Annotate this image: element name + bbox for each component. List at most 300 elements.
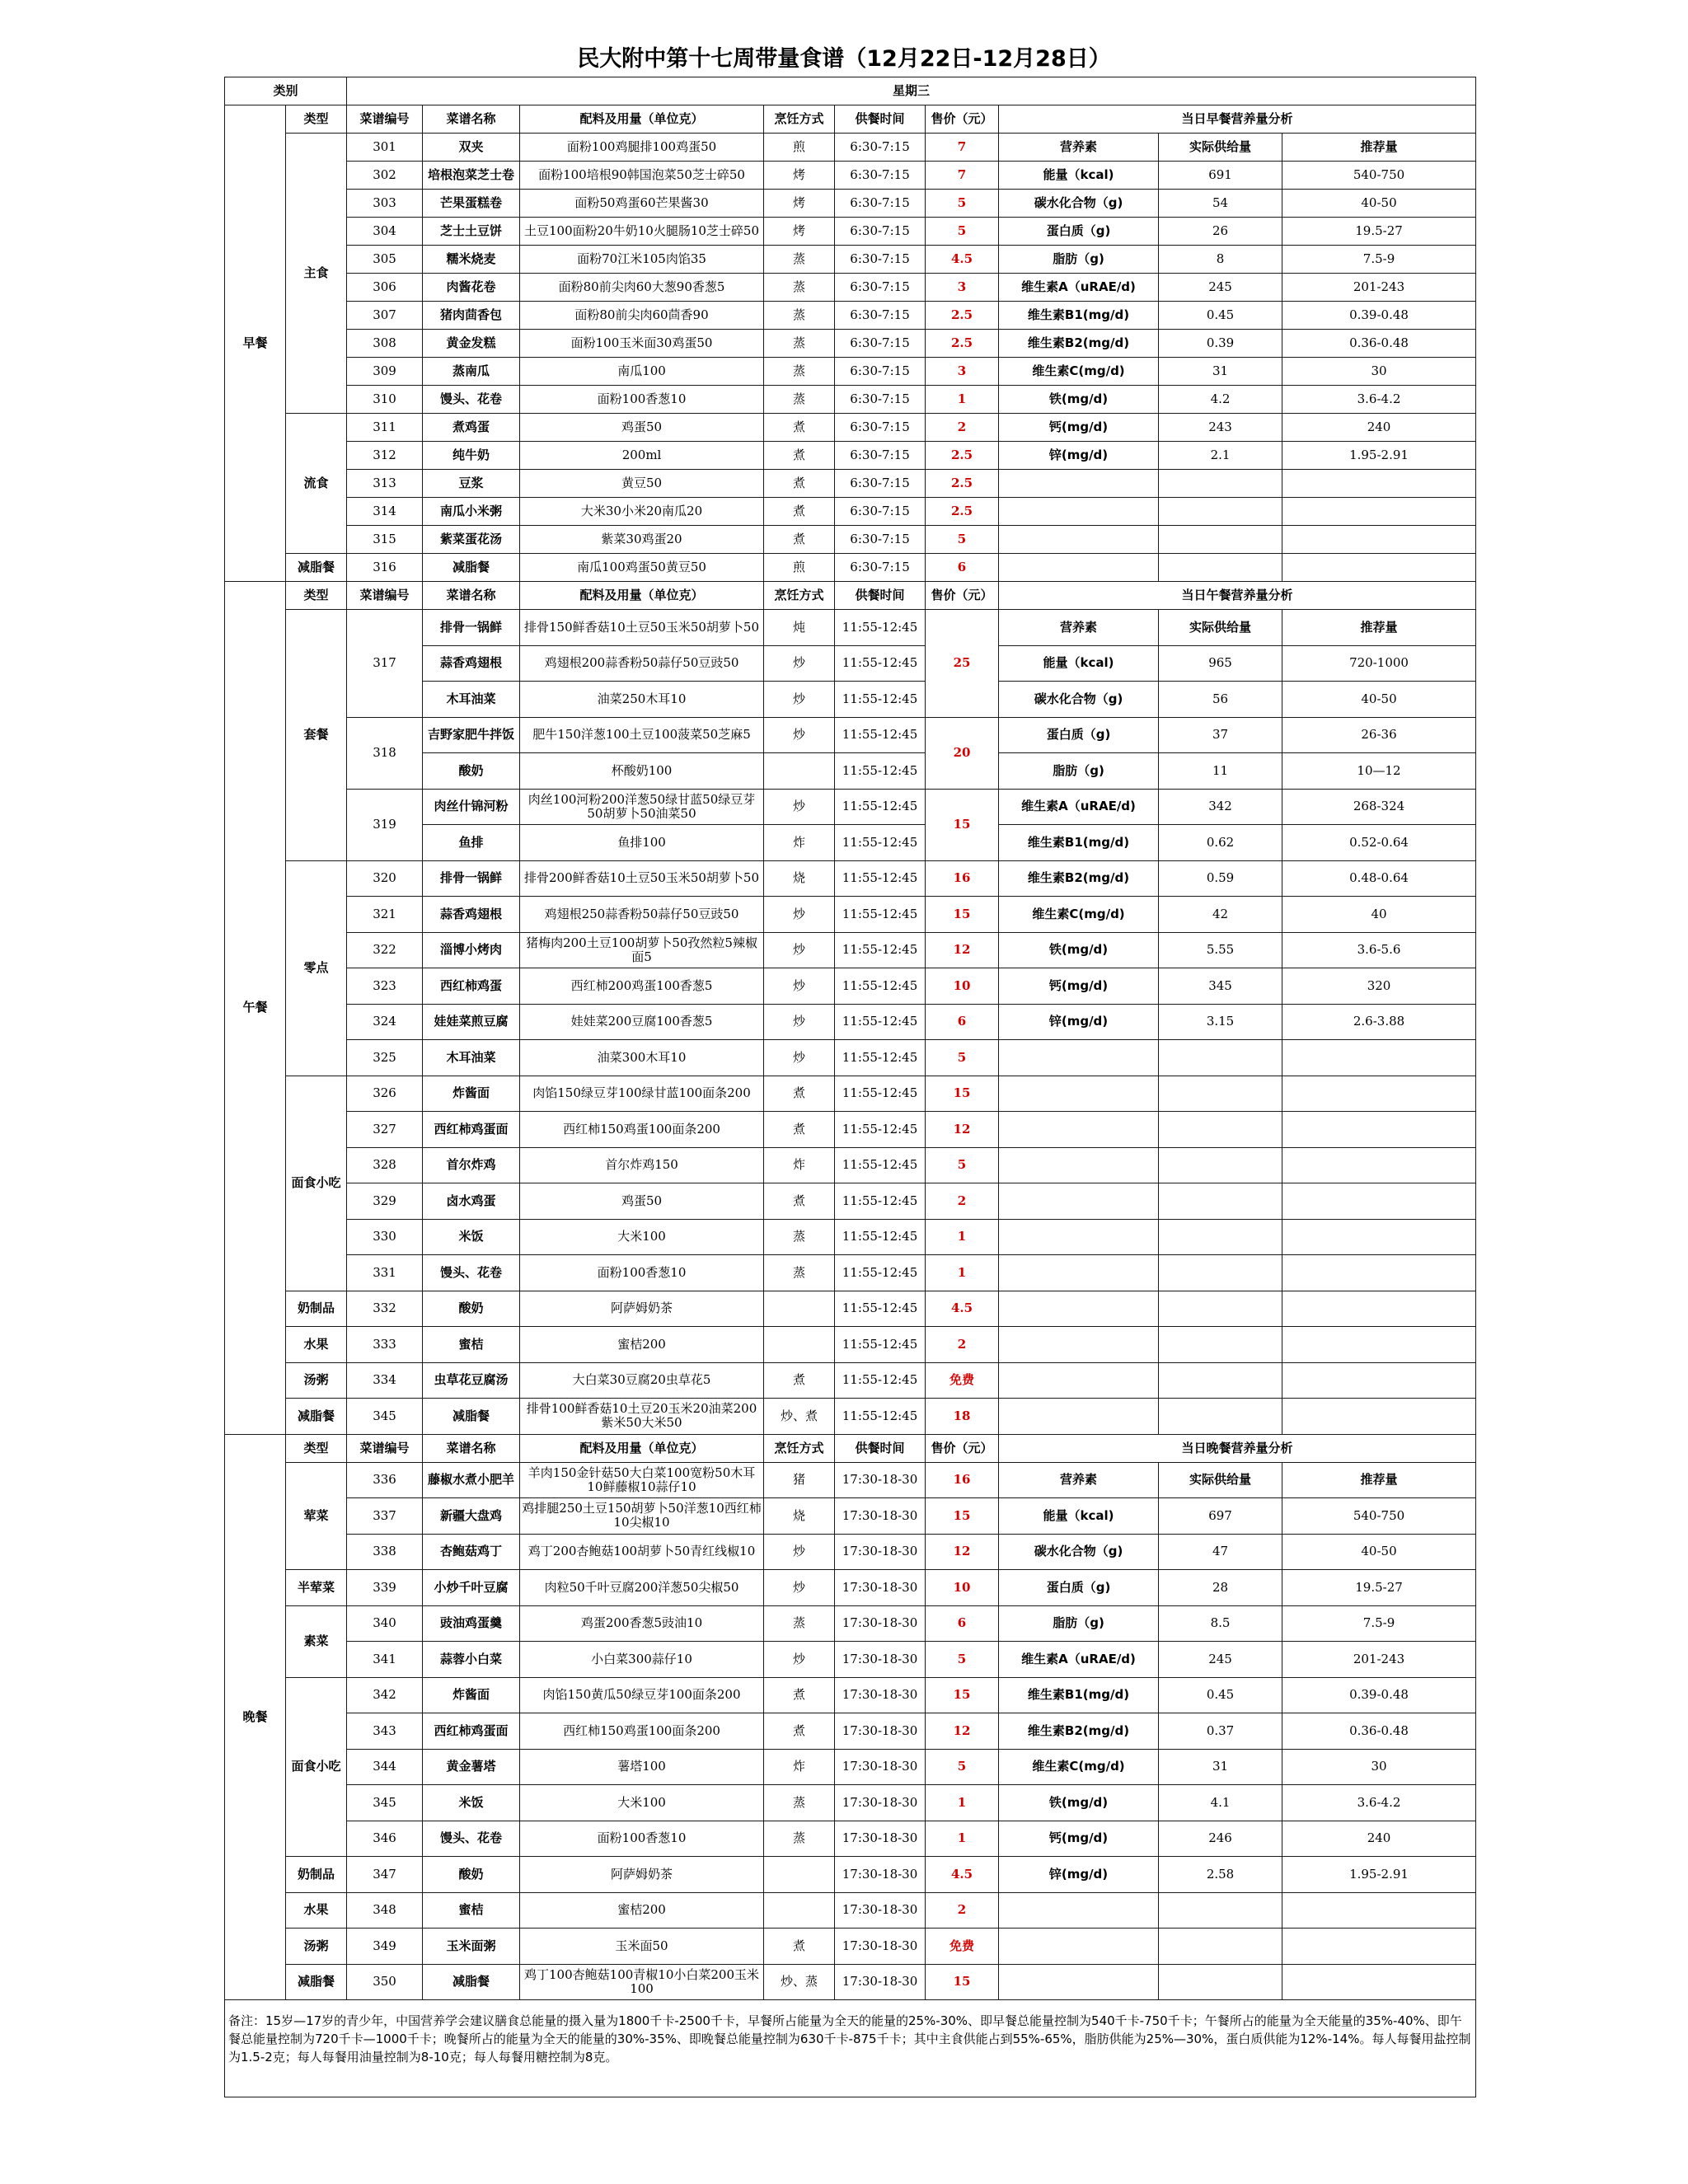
nutrient-name: 锌(mg/d) [999,1004,1159,1040]
empty-cell [999,1399,1159,1435]
table-row [225,1857,1476,1893]
dish-code: 310 [347,386,423,414]
dish-method: 蒸 [764,1785,835,1821]
dish-ingredients: 西红柿150鸡蛋100面条200 [520,1713,764,1750]
table-row [225,442,1476,470]
nutrient-name: 维生素B1(mg/d) [999,825,1159,861]
dish-method: 烤 [764,218,835,246]
dish-name: 酸奶 [423,1857,520,1893]
dish-name: 西红柿鸡蛋面 [423,1112,520,1148]
dish-name: 木耳油菜 [423,1040,520,1076]
empty-cell [1159,1219,1282,1255]
empty-cell [1159,1929,1282,1965]
dish-name: 豆浆 [423,470,520,498]
meal-label: 午餐 [225,582,286,1435]
dish-method: 煮 [764,1112,835,1148]
nutrient-actual: 8.5 [1159,1605,1282,1642]
dish-ingredients: 鸡蛋200香葱5豉油10 [520,1605,764,1642]
dish-code: 314 [347,498,423,526]
dish-ingredients: 面粉100香葱10 [520,1821,764,1857]
dish-code: 302 [347,162,423,190]
dish-name: 南瓜小米粥 [423,498,520,526]
dish-code: 316 [347,554,423,582]
dish-ingredients: 杯酸奶100 [520,753,764,790]
dish-method: 炒 [764,968,835,1005]
empty-cell [999,1255,1159,1291]
dish-method [764,1291,835,1327]
empty-cell [1282,1892,1476,1929]
empty-cell [1282,1112,1476,1148]
dish-method: 烧 [764,860,835,897]
nutrient-actual: 345 [1159,968,1282,1005]
empty-cell [1159,1327,1282,1363]
dish-time: 6:30-7:15 [835,358,926,386]
nutrient-recommended: 30 [1282,358,1476,386]
dish-price: 免费 [926,1929,999,1965]
analysis-title: 当日晚餐营养量分析 [999,1434,1476,1462]
type-label: 流食 [286,414,347,554]
dish-price: 5 [926,190,999,218]
nutrient-actual: 42 [1159,897,1282,933]
dish-name: 娃娃菜煎豆腐 [423,1004,520,1040]
dish-ingredients: 黄豆50 [520,470,764,498]
dish-code: 350 [347,1964,423,2000]
dish-price: 15 [926,789,999,860]
empty-cell [1282,1183,1476,1220]
dish-ingredients: 肥牛150洋葱100土豆100菠菜50芝麻5 [520,717,764,753]
nutrient-actual: 0.37 [1159,1713,1282,1750]
empty-cell [1159,1183,1282,1220]
dish-name: 蒜香鸡翅根 [423,897,520,933]
dish-time: 11:55-12:45 [835,897,926,933]
dish-price: 2 [926,414,999,442]
dish-time: 17:30-18-30 [835,1785,926,1821]
nutrient-recommended: 540-750 [1282,162,1476,190]
dish-method: 蒸 [764,1605,835,1642]
dish-name: 肉酱花卷 [423,274,520,302]
nutrient-actual: 47 [1159,1534,1282,1570]
nutrient-recommended: 26-36 [1282,717,1476,753]
dish-code: 346 [347,1821,423,1857]
empty-cell [1282,1929,1476,1965]
dish-name: 米饭 [423,1785,520,1821]
dish-code: 322 [347,932,423,968]
dish-method: 蒸 [764,1821,835,1857]
type-label: 素菜 [286,1605,347,1677]
dish-time: 6:30-7:15 [835,442,926,470]
dish-ingredients: 面粉80前尖肉60茴香90 [520,302,764,330]
code-header: 菜谱编号 [347,1434,423,1462]
dish-time: 11:55-12:45 [835,1219,926,1255]
time-header: 供餐时间 [835,105,926,134]
nutrient-name: 维生素A（uRAE/d) [999,274,1159,302]
dish-name: 排骨一锅鲜 [423,610,520,646]
nutrient-recommended: 201-243 [1282,1642,1476,1678]
table-row [225,1004,1476,1040]
dish-time: 6:30-7:15 [835,386,926,414]
empty-cell [999,1327,1159,1363]
dish-method: 炒 [764,717,835,753]
dish-time: 17:30-18-30 [835,1677,926,1713]
table-row [225,717,1476,753]
nutrient-recommended: 201-243 [1282,274,1476,302]
empty-cell [1282,1291,1476,1327]
dish-method [764,753,835,790]
dish-name: 肉丝什锦河粉 [423,789,520,825]
dish-name: 吉野家肥牛拌饭 [423,717,520,753]
empty-cell [1282,1076,1476,1112]
table-row [225,1498,1476,1535]
nutrient-recommended: 540-750 [1282,1498,1476,1535]
dish-name: 黄金薯塔 [423,1749,520,1785]
method-header: 烹饪方式 [764,105,835,134]
dish-code: 340 [347,1605,423,1642]
dish-method: 煮 [764,498,835,526]
dish-time: 6:30-7:15 [835,470,926,498]
nutrient-actual: 54 [1159,190,1282,218]
dish-ingredients: 紫菜30鸡蛋20 [520,526,764,554]
type-label: 主食 [286,134,347,414]
nutrient-name: 维生素C(mg/d) [999,897,1159,933]
empty-cell [1282,1255,1476,1291]
type-label: 汤粥 [286,1362,347,1399]
nutrient-name: 锌(mg/d) [999,442,1159,470]
nutrient-actual: 0.59 [1159,860,1282,897]
dish-ingredients: 大米30小米20南瓜20 [520,498,764,526]
table-row [225,246,1476,274]
nutrient-actual: 246 [1159,1821,1282,1857]
dish-method [764,1857,835,1893]
nutrient-recommended: 268-324 [1282,789,1476,825]
dish-price: 20 [926,717,999,789]
nutrient-name: 铁(mg/d) [999,1785,1159,1821]
dish-name: 玉米面粥 [423,1929,520,1965]
dish-price: 7 [926,134,999,162]
dish-price: 5 [926,1749,999,1785]
empty-cell [1159,1076,1282,1112]
table-row [225,554,1476,582]
dish-name: 炸酱面 [423,1677,520,1713]
dish-time: 17:30-18-30 [835,1892,926,1929]
dish-time: 11:55-12:45 [835,1040,926,1076]
dish-ingredients: 排骨200鲜香菇10土豆50玉米50胡萝卜50 [520,860,764,897]
dish-code: 320 [347,860,423,897]
type-label: 水果 [286,1327,347,1363]
dish-name: 培根泡菜芝士卷 [423,162,520,190]
nutrient-name: 脂肪（g) [999,753,1159,790]
dish-time: 17:30-18-30 [835,1534,926,1570]
dish-code: 341 [347,1642,423,1678]
dish-method: 炒 [764,682,835,718]
dish-price: 2.5 [926,442,999,470]
nutrient-recommended: 0.36-0.48 [1282,1713,1476,1750]
nutrient-name: 碳水化合物（g) [999,1534,1159,1570]
dish-name: 蒸南瓜 [423,358,520,386]
dish-time: 11:55-12:45 [835,860,926,897]
ingredients-header: 配料及用量（单位克） [520,105,764,134]
dish-name: 蜜桔 [423,1327,520,1363]
table-row [225,330,1476,358]
dish-name: 西红柿鸡蛋 [423,968,520,1005]
dish-ingredients: 面粉100香葱10 [520,386,764,414]
nutrient-name: 能量（kcal) [999,1498,1159,1535]
dish-time: 6:30-7:15 [835,134,926,162]
dish-method [764,1327,835,1363]
dish-code: 325 [347,1040,423,1076]
dish-method: 炸 [764,1147,835,1183]
dish-price: 2.5 [926,330,999,358]
table-row [225,1821,1476,1857]
dish-name: 纯牛奶 [423,442,520,470]
table-row [225,932,1476,968]
nutrient-name: 维生素B2(mg/d) [999,330,1159,358]
empty-cell [999,1112,1159,1148]
empty-cell [999,1183,1159,1220]
dish-price: 15 [926,1498,999,1535]
nutrient-name: 钙(mg/d) [999,1821,1159,1857]
empty-cell [1159,1399,1282,1435]
dish-price: 2.5 [926,302,999,330]
table-row [225,1749,1476,1785]
analysis-title: 当日午餐营养量分析 [999,582,1476,610]
nutrient-actual: 4.2 [1159,386,1282,414]
dish-name: 煮鸡蛋 [423,414,520,442]
table-row [225,190,1476,218]
table-row [225,134,1476,162]
nutrient-name: 锌(mg/d) [999,1857,1159,1893]
dish-method: 炒、蒸 [764,1964,835,2000]
dish-ingredients: 南瓜100鸡蛋50黄豆50 [520,554,764,582]
table-row [225,610,1476,646]
empty-cell [1159,1964,1282,2000]
dish-name: 炸酱面 [423,1076,520,1112]
time-header: 供餐时间 [835,1434,926,1462]
nutrient-recommended: 40-50 [1282,190,1476,218]
recommended-header: 推荐量 [1282,610,1476,646]
dish-time: 11:55-12:45 [835,1112,926,1148]
dish-ingredients: 面粉100香葱10 [520,1255,764,1291]
actual-header: 实际供给量 [1159,610,1282,646]
dish-ingredients: 200ml [520,442,764,470]
dish-ingredients: 娃娃菜200豆腐100香葱5 [520,1004,764,1040]
dish-price: 免费 [926,1362,999,1399]
dish-ingredients: 面粉100玉米面30鸡蛋50 [520,330,764,358]
table-row [225,1570,1476,1606]
dish-time: 11:55-12:45 [835,1183,926,1220]
table-row [225,1362,1476,1399]
dish-ingredients: 鸡翅根200蒜香粉50蒜仔50豆豉50 [520,645,764,682]
empty-cell [999,470,1159,498]
dish-name: 新疆大盘鸡 [423,1498,520,1535]
ingredients-header: 配料及用量（单位克） [520,582,764,610]
dish-method: 猪 [764,1462,835,1498]
empty-cell [1159,1291,1282,1327]
dish-time: 17:30-18-30 [835,1749,926,1785]
empty-cell [1282,1040,1476,1076]
table-row [225,860,1476,897]
dish-code: 321 [347,897,423,933]
empty-cell [1159,1892,1282,1929]
nutrient-name: 维生素B2(mg/d) [999,860,1159,897]
dish-ingredients: 鱼排100 [520,825,764,861]
dish-ingredients: 大白菜30豆腐20虫草花5 [520,1362,764,1399]
nutrient-recommended: 1.95-2.91 [1282,442,1476,470]
nutrient-recommended: 240 [1282,414,1476,442]
type-label: 面食小吃 [286,1677,347,1857]
table-row [225,77,1476,105]
dish-code: 324 [347,1004,423,1040]
dish-method: 烤 [764,190,835,218]
dish-ingredients: 排骨150鲜香菇10土豆50玉米50胡萝卜50 [520,610,764,646]
nutrient-recommended: 720-1000 [1282,645,1476,682]
nutrient-recommended: 40 [1282,897,1476,933]
day-header: 星期三 [347,77,1476,105]
dish-ingredients: 面粉100鸡腿排100鸡蛋50 [520,134,764,162]
dish-time: 17:30-18-30 [835,1857,926,1893]
empty-cell [1282,526,1476,554]
price-header: 售价（元） [926,582,999,610]
dish-method: 蒸 [764,1219,835,1255]
dish-method: 煮 [764,470,835,498]
nutrient-actual: 0.45 [1159,302,1282,330]
nutrient-name: 蛋白质（g) [999,1570,1159,1606]
dish-price: 5 [926,1642,999,1678]
dish-time: 17:30-18-30 [835,1713,926,1750]
dish-ingredients: 肉馅150黄瓜50绿豆芽100面条200 [520,1677,764,1713]
dish-price: 2.5 [926,470,999,498]
dish-name: 虫草花豆腐汤 [423,1362,520,1399]
dish-name: 杏鲍菇鸡丁 [423,1534,520,1570]
empty-cell [999,554,1159,582]
dish-code: 319 [347,789,423,860]
actual-header: 实际供给量 [1159,134,1282,162]
table-row [225,498,1476,526]
dish-name: 排骨一锅鲜 [423,860,520,897]
nutrient-recommended: 30 [1282,1749,1476,1785]
dish-method: 蒸 [764,358,835,386]
table-row [225,968,1476,1005]
dish-method [764,1892,835,1929]
nutrient-actual: 11 [1159,753,1282,790]
nutrient-actual: 31 [1159,1749,1282,1785]
nutrient-actual: 697 [1159,1498,1282,1535]
table-row [225,1219,1476,1255]
nutrient-actual: 56 [1159,682,1282,718]
dish-method: 蒸 [764,386,835,414]
meal-label: 早餐 [225,105,286,582]
empty-cell [1159,526,1282,554]
table-row [225,1462,1476,1498]
empty-cell [1159,498,1282,526]
dish-price: 12 [926,1713,999,1750]
dish-ingredients: 鸡蛋50 [520,414,764,442]
dish-time: 6:30-7:15 [835,274,926,302]
dish-price: 7 [926,162,999,190]
empty-cell [1282,1964,1476,2000]
empty-cell [999,1929,1159,1965]
nutrient-recommended: 7.5-9 [1282,1605,1476,1642]
nutrient-name: 维生素B1(mg/d) [999,1677,1159,1713]
nutrient-actual: 243 [1159,414,1282,442]
nutrient-recommended: 3.6-5.6 [1282,932,1476,968]
dish-price: 6 [926,1605,999,1642]
dish-name: 双夹 [423,134,520,162]
dish-method: 煮 [764,526,835,554]
nutrient-header: 营养素 [999,1462,1159,1498]
dish-name: 芒果蛋糕卷 [423,190,520,218]
dish-price: 25 [926,610,999,718]
table-row [225,1892,1476,1929]
empty-cell [1282,470,1476,498]
nutrient-recommended: 40-50 [1282,1534,1476,1570]
dish-code: 338 [347,1534,423,1570]
empty-cell [999,1076,1159,1112]
dish-method: 炒 [764,1534,835,1570]
dish-price: 2 [926,1183,999,1220]
dish-ingredients: 蜜桔200 [520,1327,764,1363]
empty-cell [1159,470,1282,498]
table-row [225,302,1476,330]
dish-ingredients: 薯塔100 [520,1749,764,1785]
dish-code: 345 [347,1399,423,1435]
nutrient-actual: 28 [1159,1570,1282,1606]
dish-method: 炸 [764,825,835,861]
empty-cell [1282,1362,1476,1399]
empty-cell [1159,1040,1282,1076]
dish-ingredients: 面粉70江米105肉馅35 [520,246,764,274]
dish-method: 煮 [764,414,835,442]
empty-cell [1282,1327,1476,1363]
dish-code: 327 [347,1112,423,1148]
dish-method: 烤 [764,162,835,190]
table-row [225,1183,1476,1220]
actual-header: 实际供给量 [1159,1462,1282,1498]
nutrient-name: 蛋白质（g) [999,218,1159,246]
dish-ingredients: 羊肉150金针菇50大白菜100宽粉50木耳10鲜藤椒10蒜仔10 [520,1462,764,1498]
type-label: 荤菜 [286,1462,347,1570]
dish-time: 6:30-7:15 [835,246,926,274]
empty-cell [999,1362,1159,1399]
dish-price: 5 [926,1040,999,1076]
nutrient-name: 维生素B2(mg/d) [999,1713,1159,1750]
dish-code: 317 [347,610,423,718]
dish-price: 10 [926,968,999,1005]
dish-time: 11:55-12:45 [835,1076,926,1112]
dish-ingredients: 鸡丁100杏鲍菇100青椒10小白菜200玉米100 [520,1964,764,2000]
type-label: 减脂餐 [286,554,347,582]
dish-ingredients: 鸡翅根250蒜香粉50蒜仔50豆豉50 [520,897,764,933]
dish-ingredients: 鸡排腿250土豆150胡萝卜50洋葱10西红柿10尖椒10 [520,1498,764,1535]
dish-price: 3 [926,274,999,302]
dish-code: 305 [347,246,423,274]
dish-price: 12 [926,932,999,968]
dish-name: 蒜香鸡翅根 [423,645,520,682]
dish-price: 15 [926,1076,999,1112]
nutrient-name: 脂肪（g) [999,246,1159,274]
table-row [225,582,1476,610]
dish-time: 11:55-12:45 [835,1147,926,1183]
table-row [225,358,1476,386]
dish-price: 6 [926,554,999,582]
nutrient-header: 营养素 [999,610,1159,646]
table-row [225,1605,1476,1642]
dish-price: 15 [926,1964,999,2000]
table-row [225,897,1476,933]
dish-code: 345 [347,1785,423,1821]
nutrient-actual: 0.39 [1159,330,1282,358]
table-row [225,1076,1476,1112]
dish-price: 3 [926,358,999,386]
